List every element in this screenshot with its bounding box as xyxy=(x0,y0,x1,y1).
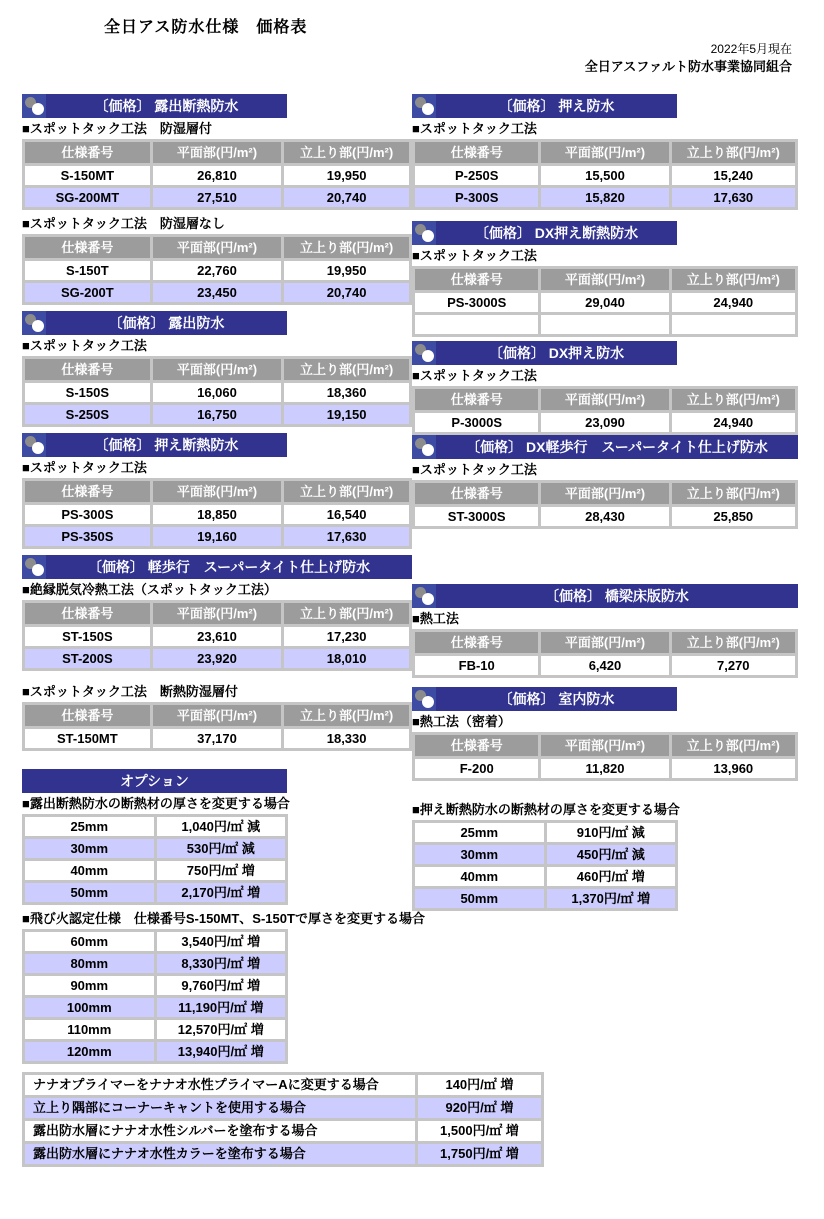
price-adjustment-cell: 920円/㎡ 増 xyxy=(418,1098,541,1118)
price-section xyxy=(22,1072,519,1167)
upstand-price-cell: 18,330 xyxy=(284,729,409,748)
column-header: 立上り部(円/m²) xyxy=(672,735,795,756)
two-circles-icon xyxy=(412,221,436,245)
method-label: ■熱工法 xyxy=(412,611,459,626)
section-title: 〔価格〕 DX押え断熱防水 xyxy=(436,221,677,245)
section-title-band xyxy=(22,311,287,335)
thickness-cell: 80mm xyxy=(25,954,154,973)
price-adjustment-cell: 460円/㎡ 増 xyxy=(547,867,676,886)
section-title: 〔価格〕 露出断熱防水 xyxy=(46,94,287,118)
table-row xyxy=(25,954,285,973)
price-section xyxy=(412,584,798,678)
price-adjustment-cell: 11,190円/㎡ 増 xyxy=(157,998,286,1017)
column-header: 立上り部(円/m²) xyxy=(284,237,409,258)
flat-area-price-cell: 23,920 xyxy=(153,649,282,668)
section-title-band xyxy=(22,555,412,579)
table-row xyxy=(25,998,285,1017)
header-row xyxy=(415,389,795,410)
price-section xyxy=(22,769,425,1064)
flat-area-price-cell: 28,430 xyxy=(541,507,668,526)
option-description-cell: 露出防水層にナナオ水性シルバーを塗布する場合 xyxy=(25,1121,415,1141)
white-circle xyxy=(32,320,44,332)
flat-area-price-cell: 27,510 xyxy=(153,188,282,207)
price-adjustment-cell: 13,940円/㎡ 増 xyxy=(157,1042,286,1061)
table-block xyxy=(412,365,798,435)
white-circle xyxy=(422,350,434,362)
column-header: 仕様番号 xyxy=(415,269,538,290)
column-header: 仕様番号 xyxy=(415,735,538,756)
thickness-cell: 40mm xyxy=(415,867,544,886)
thickness-cell: 60mm xyxy=(25,932,154,951)
column-header: 立上り部(円/m²) xyxy=(672,269,795,290)
header-row xyxy=(415,735,795,756)
flat-area-price-cell: 26,810 xyxy=(153,166,282,185)
flat-area-price-cell: 15,820 xyxy=(541,188,668,207)
spec-number-cell: P-300S xyxy=(415,188,538,207)
column-header: 平面部(円/m²) xyxy=(541,483,668,504)
flat-area-price-cell xyxy=(541,315,668,334)
spec-number-cell: S-150T xyxy=(25,261,150,280)
table-block xyxy=(22,579,412,671)
section-title: 〔価格〕 軽歩行 スーパータイト仕上げ防水 xyxy=(46,555,412,579)
price-section xyxy=(412,94,798,210)
two-circles-icon xyxy=(22,94,46,118)
spec-number-cell: F-200 xyxy=(415,759,538,778)
price-adjustment-cell: 750円/㎡ 増 xyxy=(157,861,286,880)
option-description-cell: 露出防水層にナナオ水性カラーを塗布する場合 xyxy=(25,1144,415,1164)
option-description-cell: ナナオプライマーをナナオ水性プライマーAに変更する場合 xyxy=(25,1075,415,1095)
column-header: 平面部(円/m²) xyxy=(153,705,282,726)
column-header: 立上り部(円/m²) xyxy=(672,389,795,410)
organization-name: 全日アスファルト防水事業協同組合 xyxy=(584,59,792,74)
section-title-band xyxy=(412,94,677,118)
table-row xyxy=(25,861,285,880)
thickness-cell: 25mm xyxy=(25,817,154,836)
table-block xyxy=(412,245,798,337)
column-header: 仕様番号 xyxy=(25,705,150,726)
right-column xyxy=(412,94,798,911)
upstand-price-cell: 18,010 xyxy=(284,649,409,668)
column-header: 仕様番号 xyxy=(415,632,538,653)
spec-number-cell xyxy=(415,315,538,334)
price-adjustment-cell: 1,750円/㎡ 増 xyxy=(418,1144,541,1164)
price-adjustment-cell: 910円/㎡ 減 xyxy=(547,823,676,842)
flat-area-price-cell: 6,420 xyxy=(541,656,668,675)
column-header: 平面部(円/m²) xyxy=(153,142,282,163)
price-table xyxy=(22,234,412,305)
price-adjustment-cell: 1,040円/㎡ 減 xyxy=(157,817,286,836)
price-section xyxy=(22,555,412,671)
table-row xyxy=(25,729,409,748)
header-row xyxy=(415,269,795,290)
column-header: 仕様番号 xyxy=(25,603,150,624)
column-header: 立上り部(円/m²) xyxy=(672,632,795,653)
table-row xyxy=(25,383,409,402)
empty-row xyxy=(415,315,795,334)
white-circle xyxy=(422,696,434,708)
thickness-cell: 25mm xyxy=(415,823,544,842)
section-title: 〔価格〕 DX押え防水 xyxy=(436,341,677,365)
option-description-cell: 立上り隅部にコーナーキャントを使用する場合 xyxy=(25,1098,415,1118)
price-section xyxy=(22,681,412,751)
section-title-band xyxy=(412,341,677,365)
option-table xyxy=(22,814,288,905)
spec-number-cell: ST-200S xyxy=(25,649,150,668)
table-row xyxy=(25,1144,541,1164)
thickness-cell: 30mm xyxy=(415,845,544,864)
spec-number-cell: PS-350S xyxy=(25,527,150,546)
table-block xyxy=(22,335,412,427)
price-table xyxy=(412,480,798,529)
upstand-price-cell: 18,360 xyxy=(284,383,409,402)
table-row xyxy=(415,823,675,842)
upstand-price-cell: 13,960 xyxy=(672,759,795,778)
column-header: 平面部(円/m²) xyxy=(541,632,668,653)
table-row xyxy=(25,627,409,646)
upstand-price-cell: 19,150 xyxy=(284,405,409,424)
date-note: 2022年5月現在 xyxy=(710,42,792,56)
table-row xyxy=(415,293,795,312)
table-row xyxy=(25,166,409,185)
upstand-price-cell: 17,230 xyxy=(284,627,409,646)
thickness-cell: 30mm xyxy=(25,839,154,858)
thickness-cell: 100mm xyxy=(25,998,154,1017)
note-table xyxy=(22,1072,544,1167)
price-table xyxy=(412,386,798,435)
spec-number-cell: P-3000S xyxy=(415,413,538,432)
column-header: 仕様番号 xyxy=(415,389,538,410)
table-block xyxy=(412,711,798,781)
section-title-band xyxy=(412,584,798,608)
column-header: 平面部(円/m²) xyxy=(541,269,668,290)
header-row xyxy=(25,237,409,258)
two-circles-icon xyxy=(412,341,436,365)
column-header: 仕様番号 xyxy=(25,237,150,258)
table-block xyxy=(22,681,412,751)
column-header: 平面部(円/m²) xyxy=(541,389,668,410)
column-header: 平面部(円/m²) xyxy=(153,481,282,502)
section-title-band xyxy=(22,94,287,118)
section-title: 〔価格〕 押え断熱防水 xyxy=(46,433,287,457)
price-section xyxy=(22,94,412,305)
upstand-price-cell: 25,850 xyxy=(672,507,795,526)
section-title: 〔価格〕 DX軽歩行 スーパータイト仕上げ防水 xyxy=(436,435,798,459)
column-header: 仕様番号 xyxy=(415,483,538,504)
spec-number-cell: ST-150S xyxy=(25,627,150,646)
table-row xyxy=(25,405,409,424)
flat-area-price-cell: 16,060 xyxy=(153,383,282,402)
table-row xyxy=(25,1121,541,1141)
spec-number-cell: S-150MT xyxy=(25,166,150,185)
two-circles-icon xyxy=(22,433,46,457)
column-header: 平面部(円/m²) xyxy=(153,237,282,258)
price-adjustment-cell: 2,170円/㎡ 増 xyxy=(157,883,286,902)
upstand-price-cell xyxy=(672,315,795,334)
flat-area-price-cell: 23,090 xyxy=(541,413,668,432)
table-row xyxy=(415,507,795,526)
section-title: 〔価格〕 露出防水 xyxy=(46,311,287,335)
section-title-band xyxy=(412,221,677,245)
table-row xyxy=(25,932,285,951)
method-label: ■絶縁脱気冷熱工法（スポットタック工法） xyxy=(22,582,277,597)
table-row xyxy=(415,759,795,778)
method-label: ■スポットタック工法 xyxy=(412,368,537,383)
section-title: オプション xyxy=(22,769,287,793)
method-label: ■熱工法（密着） xyxy=(412,714,511,729)
price-section xyxy=(412,341,798,435)
column-header: 立上り部(円/m²) xyxy=(284,603,409,624)
upstand-price-cell: 24,940 xyxy=(672,413,795,432)
upstand-price-cell: 24,940 xyxy=(672,293,795,312)
method-label: ■スポットタック工法 防湿層付 xyxy=(22,121,212,136)
spec-number-cell: ST-3000S xyxy=(415,507,538,526)
spec-number-cell: S-150S xyxy=(25,383,150,402)
header-row xyxy=(415,483,795,504)
price-adjustment-cell: 450円/㎡ 減 xyxy=(547,845,676,864)
section-title: 〔価格〕 室内防水 xyxy=(436,687,677,711)
column-header: 仕様番号 xyxy=(25,142,150,163)
upstand-price-cell: 19,950 xyxy=(284,166,409,185)
table-block xyxy=(412,608,798,678)
flat-area-price-cell: 29,040 xyxy=(541,293,668,312)
header-row xyxy=(25,142,409,163)
method-label: ■飛び火認定仕様 仕様番号S-150MT、S-150Tで厚さを変更する場合 xyxy=(22,911,425,926)
table-block xyxy=(412,799,798,911)
option-table xyxy=(22,929,288,1064)
page-title: 全日アス防水仕様 価格表 xyxy=(104,19,308,36)
table-row xyxy=(25,817,285,836)
header-row xyxy=(25,603,409,624)
column-header: 立上り部(円/m²) xyxy=(284,359,409,380)
section-title: 〔価格〕 橋梁床版防水 xyxy=(436,584,798,608)
section-title-band xyxy=(412,687,677,711)
upstand-price-cell: 15,240 xyxy=(672,166,795,185)
section-title-band xyxy=(22,769,287,793)
table-row xyxy=(25,976,285,995)
method-label: ■スポットタック工法 xyxy=(412,462,537,477)
white-circle xyxy=(422,103,434,115)
upstand-price-cell: 7,270 xyxy=(672,656,795,675)
white-circle xyxy=(32,564,44,576)
table-row xyxy=(415,656,795,675)
price-adjustment-cell: 12,570円/㎡ 増 xyxy=(157,1020,286,1039)
table-row xyxy=(25,1098,541,1118)
price-section xyxy=(22,311,412,427)
price-section xyxy=(412,799,798,911)
table-row xyxy=(25,1075,541,1095)
price-adjustment-cell: 3,540円/㎡ 増 xyxy=(157,932,286,951)
price-section xyxy=(22,433,412,549)
flat-area-price-cell: 16,750 xyxy=(153,405,282,424)
price-adjustment-cell: 8,330円/㎡ 増 xyxy=(157,954,286,973)
flat-area-price-cell: 15,500 xyxy=(541,166,668,185)
method-label: ■スポットタック工法 xyxy=(22,338,147,353)
column-header: 平面部(円/m²) xyxy=(153,603,282,624)
price-adjustment-cell: 9,760円/㎡ 増 xyxy=(157,976,286,995)
method-label: ■スポットタック工法 防湿層なし xyxy=(22,216,225,231)
thickness-cell: 90mm xyxy=(25,976,154,995)
price-adjustment-cell: 1,370円/㎡ 増 xyxy=(547,889,676,908)
price-table xyxy=(412,139,798,210)
column-header: 立上り部(円/m²) xyxy=(284,142,409,163)
method-label: ■スポットタック工法 断熱防湿層付 xyxy=(22,684,238,699)
table-row xyxy=(25,261,409,280)
upstand-price-cell: 20,740 xyxy=(284,283,409,302)
header-row xyxy=(25,481,409,502)
white-circle xyxy=(32,103,44,115)
header-row xyxy=(415,632,795,653)
column-header: 平面部(円/m²) xyxy=(153,359,282,380)
price-table xyxy=(22,139,412,210)
spec-number-cell: P-250S xyxy=(415,166,538,185)
method-label: ■スポットタック工法 xyxy=(412,248,537,263)
header-row xyxy=(415,142,795,163)
flat-area-price-cell: 23,450 xyxy=(153,283,282,302)
table-block xyxy=(22,118,412,210)
price-section xyxy=(412,435,798,529)
section-title: 〔価格〕 押え防水 xyxy=(436,94,677,118)
table-block xyxy=(22,908,425,1064)
price-table xyxy=(22,356,412,427)
column-header: 立上り部(円/m²) xyxy=(284,481,409,502)
option-table xyxy=(412,820,678,911)
flat-area-price-cell: 22,760 xyxy=(153,261,282,280)
table-row xyxy=(415,889,675,908)
section-title-band xyxy=(412,435,798,459)
white-circle xyxy=(422,593,434,605)
price-table xyxy=(22,702,412,751)
price-section xyxy=(412,221,798,337)
column-header: 立上り部(円/m²) xyxy=(284,705,409,726)
price-section xyxy=(412,687,798,781)
upstand-price-cell: 20,740 xyxy=(284,188,409,207)
table-row xyxy=(25,283,409,302)
spec-number-cell: S-250S xyxy=(25,405,150,424)
flat-area-price-cell: 18,850 xyxy=(153,505,282,524)
price-table xyxy=(412,266,798,337)
two-circles-icon xyxy=(22,311,46,335)
price-adjustment-cell: 530円/㎡ 減 xyxy=(157,839,286,858)
header-row xyxy=(25,705,409,726)
spec-number-cell: FB-10 xyxy=(415,656,538,675)
upstand-price-cell: 17,630 xyxy=(284,527,409,546)
table-row xyxy=(25,1042,285,1061)
price-adjustment-cell: 140円/㎡ 増 xyxy=(418,1075,541,1095)
spec-number-cell: ST-150MT xyxy=(25,729,150,748)
table-row xyxy=(25,505,409,524)
method-label: ■スポットタック工法 xyxy=(412,121,537,136)
thickness-cell: 50mm xyxy=(415,889,544,908)
two-circles-icon xyxy=(412,435,436,459)
table-row xyxy=(415,867,675,886)
spec-number-cell: SG-200T xyxy=(25,283,150,302)
method-label: ■露出断熱防水の断熱材の厚さを変更する場合 xyxy=(22,796,290,811)
table-block xyxy=(412,459,798,529)
table-row xyxy=(25,883,285,902)
two-circles-icon xyxy=(412,94,436,118)
table-block xyxy=(412,118,798,210)
section-title-band xyxy=(22,433,287,457)
two-circles-icon xyxy=(412,687,436,711)
white-circle xyxy=(422,230,434,242)
spec-number-cell: SG-200MT xyxy=(25,188,150,207)
column-header: 仕様番号 xyxy=(25,481,150,502)
method-label: ■押え断熱防水の断熱材の厚さを変更する場合 xyxy=(412,802,680,817)
table-row xyxy=(25,527,409,546)
upstand-price-cell: 17,630 xyxy=(672,188,795,207)
two-circles-icon xyxy=(412,584,436,608)
table-row xyxy=(25,839,285,858)
thickness-cell: 40mm xyxy=(25,861,154,880)
column-header: 平面部(円/m²) xyxy=(541,142,668,163)
price-table xyxy=(412,629,798,678)
two-circles-icon xyxy=(22,555,46,579)
header-row xyxy=(25,359,409,380)
price-table xyxy=(22,478,412,549)
upstand-price-cell: 19,950 xyxy=(284,261,409,280)
white-circle xyxy=(422,444,434,456)
table-row xyxy=(415,845,675,864)
table-block xyxy=(22,793,412,905)
column-header: 立上り部(円/m²) xyxy=(672,142,795,163)
table-row xyxy=(25,188,409,207)
price-table xyxy=(412,732,798,781)
flat-area-price-cell: 11,820 xyxy=(541,759,668,778)
table-block xyxy=(22,457,412,549)
thickness-cell: 50mm xyxy=(25,883,154,902)
column-header: 立上り部(円/m²) xyxy=(672,483,795,504)
table-row xyxy=(415,188,795,207)
column-header: 仕様番号 xyxy=(415,142,538,163)
flat-area-price-cell: 23,610 xyxy=(153,627,282,646)
flat-area-price-cell: 37,170 xyxy=(153,729,282,748)
table-row xyxy=(25,649,409,668)
column-header: 平面部(円/m²) xyxy=(541,735,668,756)
table-row xyxy=(415,166,795,185)
spec-number-cell: PS-3000S xyxy=(415,293,538,312)
table-row xyxy=(415,413,795,432)
table-block xyxy=(22,1072,519,1167)
method-label: ■スポットタック工法 xyxy=(22,460,147,475)
flat-area-price-cell: 19,160 xyxy=(153,527,282,546)
table-block xyxy=(22,213,412,305)
price-adjustment-cell: 1,500円/㎡ 増 xyxy=(418,1121,541,1141)
thickness-cell: 110mm xyxy=(25,1020,154,1039)
upstand-price-cell: 16,540 xyxy=(284,505,409,524)
column-header: 仕様番号 xyxy=(25,359,150,380)
white-circle xyxy=(32,442,44,454)
thickness-cell: 120mm xyxy=(25,1042,154,1061)
price-table xyxy=(22,600,412,671)
spec-number-cell: PS-300S xyxy=(25,505,150,524)
table-row xyxy=(25,1020,285,1039)
